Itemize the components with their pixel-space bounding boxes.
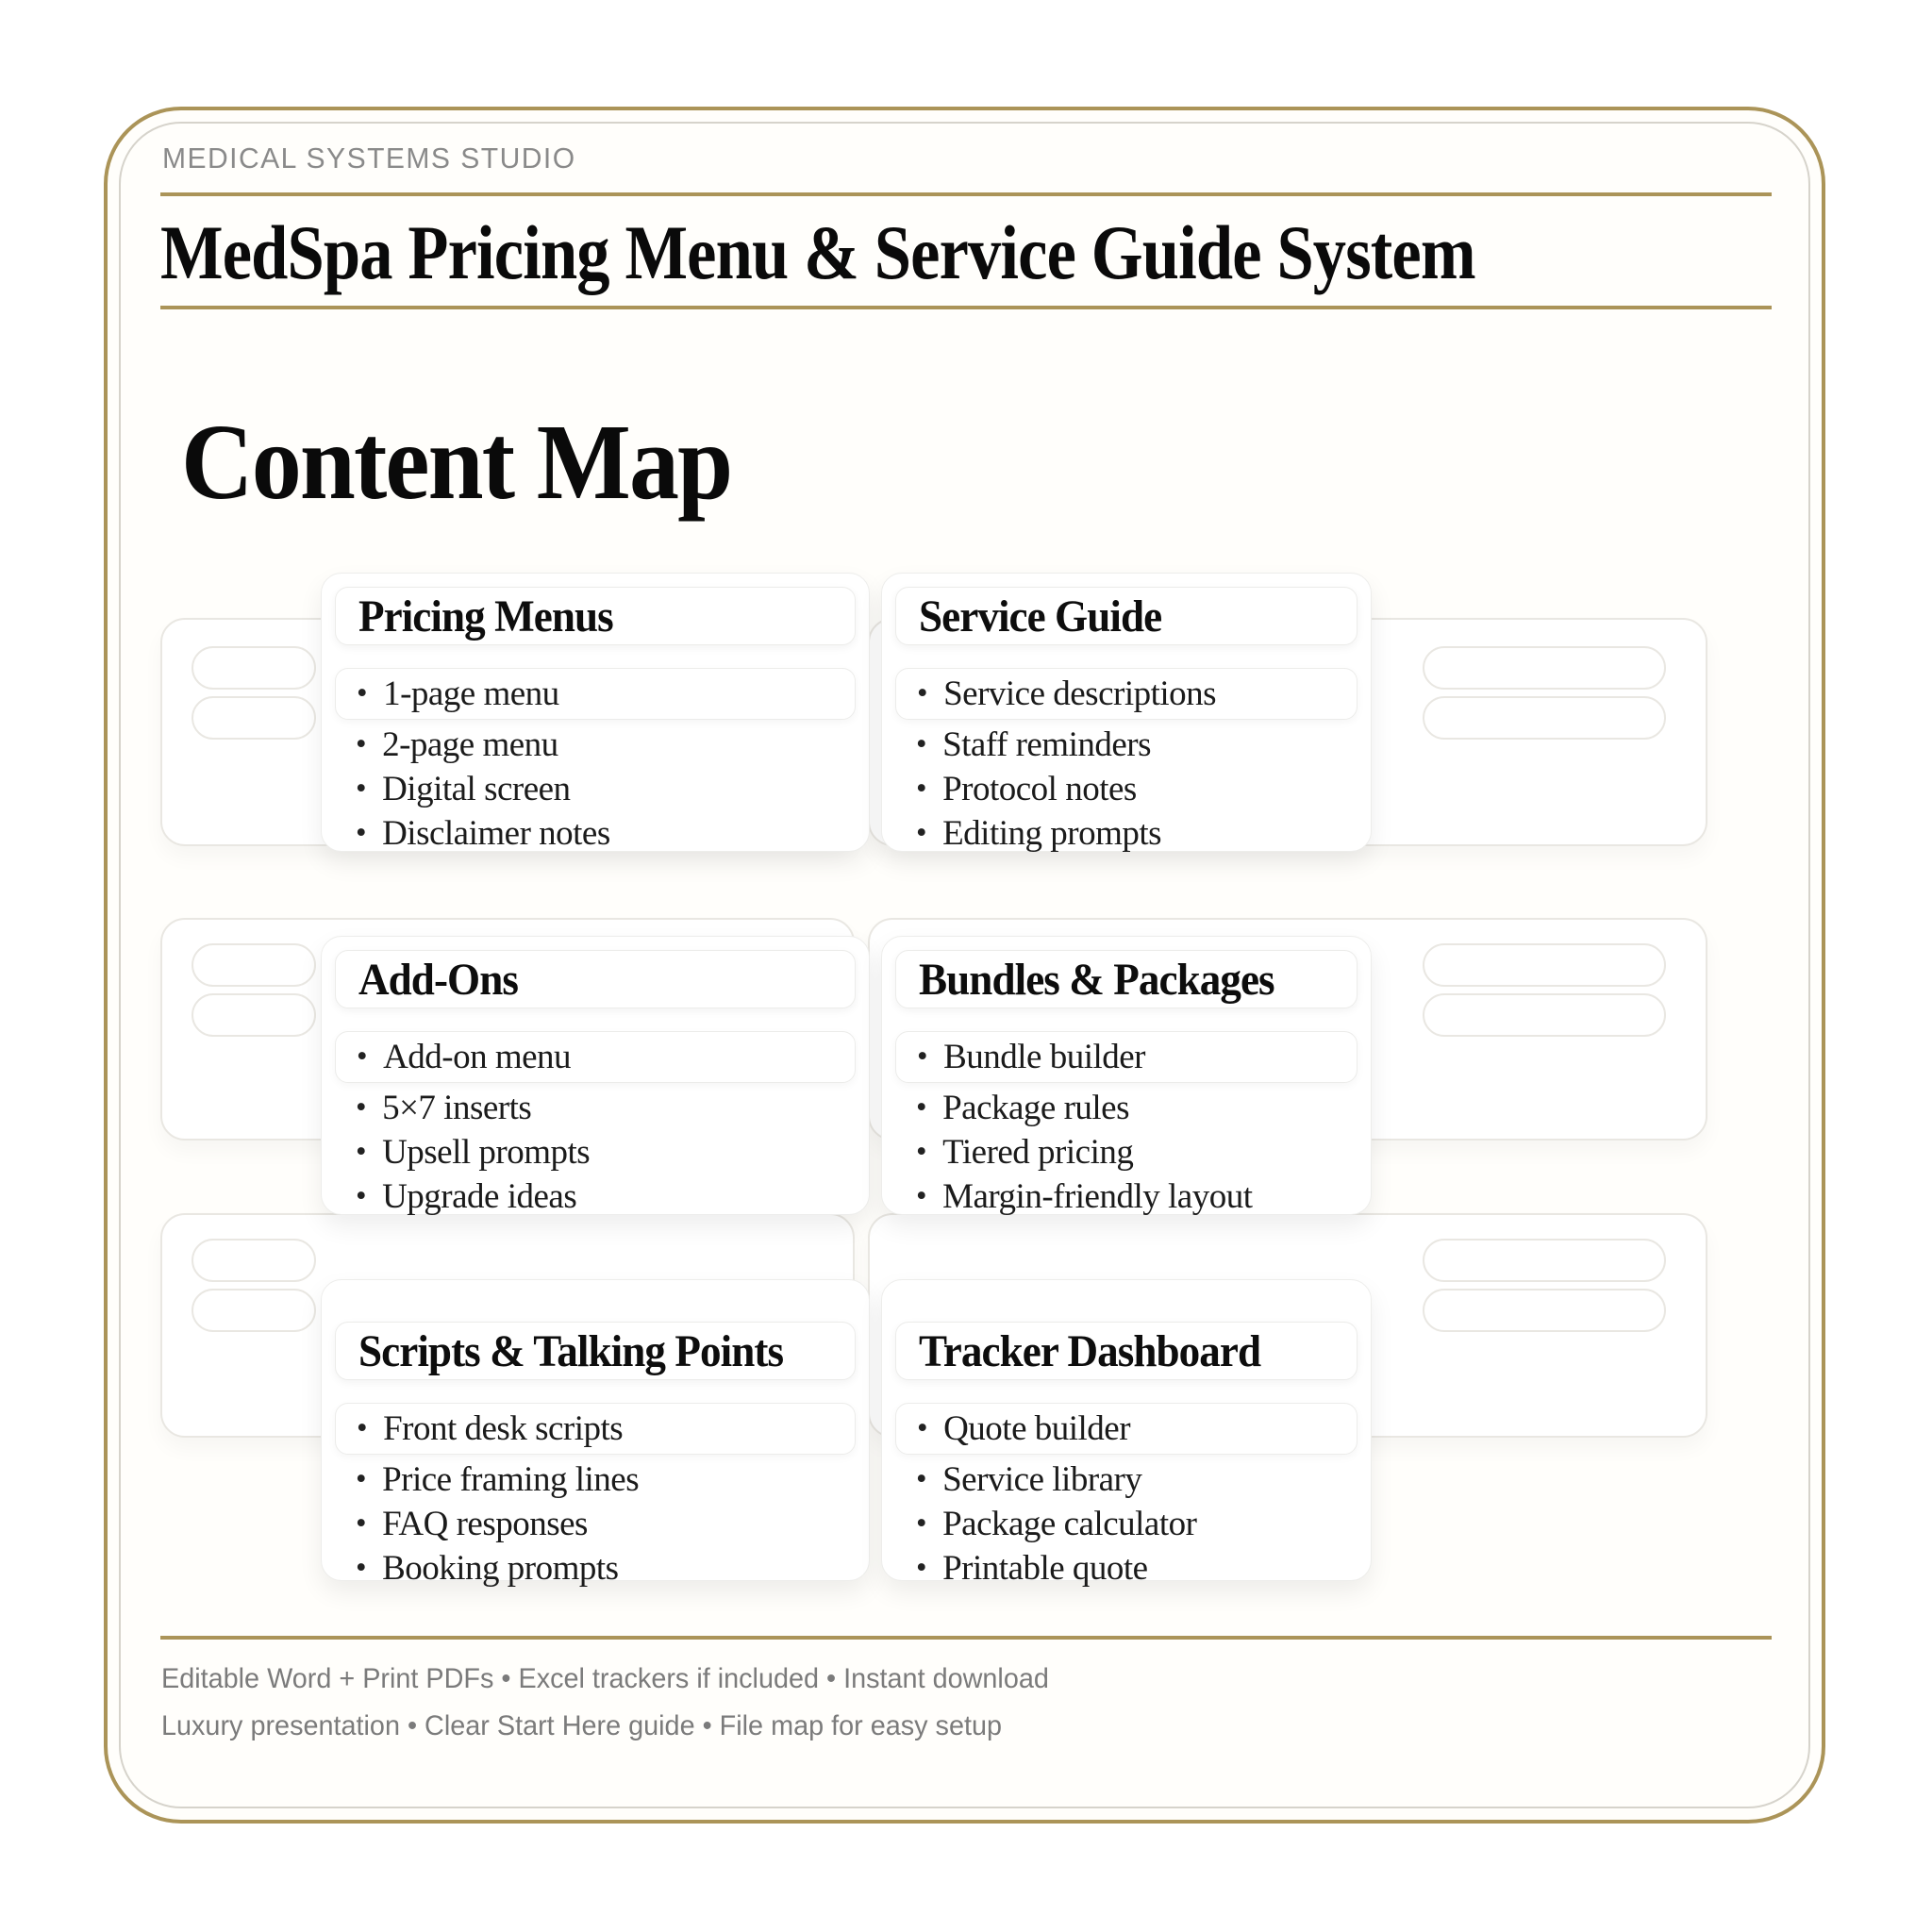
list-item (335, 1403, 856, 1455)
card-title-text: Tracker Dashboard (919, 1325, 1261, 1376)
list-item-text: Quote builder (943, 1409, 1131, 1448)
card-bundles-packages (881, 936, 1372, 1215)
list-item (335, 811, 856, 856)
gold-divider (160, 192, 1772, 196)
list-item-text: Tiered pricing (942, 1133, 1134, 1172)
bullet-glyph: • (917, 1040, 928, 1074)
background-pill (192, 1289, 316, 1332)
list-item (335, 668, 856, 720)
bullet-glyph: • (916, 1507, 927, 1541)
list-item-text: Add-on menu (383, 1038, 572, 1076)
page-title: Content Map (181, 402, 732, 522)
list-item (895, 811, 1357, 856)
bullet-glyph: • (356, 1135, 367, 1169)
bullet-glyph: • (916, 772, 927, 806)
background-pill (192, 1239, 316, 1282)
background-pill (192, 993, 316, 1037)
card-title-pill (895, 1322, 1357, 1380)
list-item-text: 5×7 inserts (382, 1089, 532, 1127)
list-item (335, 1174, 856, 1219)
card-title-pill (895, 950, 1357, 1008)
bullet-glyph: • (356, 1507, 367, 1541)
background-pill (192, 943, 316, 987)
bullet-glyph: • (356, 727, 367, 761)
list-item-text: Upgrade ideas (382, 1177, 577, 1216)
card-add-ons (321, 936, 870, 1215)
bullet-glyph: • (356, 1551, 367, 1585)
brand-eyebrow: MEDICAL SYSTEMS STUDIO (162, 142, 576, 175)
bullet-glyph: • (356, 1179, 367, 1213)
background-pill (1423, 993, 1666, 1037)
list-item (895, 1403, 1357, 1455)
list-item-text: Service library (942, 1460, 1142, 1499)
bullet-glyph: • (356, 816, 367, 850)
list-item-text: Package calculator (942, 1505, 1197, 1543)
list-item-text: Protocol notes (942, 770, 1137, 808)
card-pricing-menus (321, 573, 870, 852)
bullet-glyph: • (916, 727, 927, 761)
list-item-text: Front desk scripts (383, 1409, 624, 1448)
list-item (335, 767, 856, 811)
list-item-text: FAQ responses (382, 1505, 588, 1543)
list-item (895, 767, 1357, 811)
bullet-glyph: • (916, 1179, 927, 1213)
card-item-list (335, 1403, 856, 1591)
list-item (335, 1031, 856, 1083)
gold-divider (160, 306, 1772, 309)
list-item-text: 1-page menu (383, 675, 559, 713)
list-item (335, 1130, 856, 1174)
gold-divider (160, 1636, 1772, 1640)
list-item-text: Price framing lines (382, 1460, 640, 1499)
card-title-pill (335, 950, 856, 1008)
background-pill (192, 646, 316, 690)
card-item-list (895, 1031, 1357, 1219)
bullet-glyph: • (916, 1462, 927, 1496)
card-tracker-dashboard (881, 1279, 1372, 1588)
bullet-glyph: • (356, 772, 367, 806)
card-title-text: Pricing Menus (358, 591, 613, 641)
list-item (895, 1174, 1357, 1219)
background-pill (1423, 943, 1666, 987)
list-item (895, 723, 1357, 767)
list-item-text: Staff reminders (942, 725, 1152, 764)
card-item-list (895, 668, 1357, 856)
footer-features-line-2: Luxury presentation • Clear Start Here guide • File map for easy setup (161, 1710, 1002, 1741)
list-item (335, 1086, 856, 1130)
list-item-text: Service descriptions (943, 675, 1217, 713)
bullet-glyph: • (916, 1551, 927, 1585)
bullet-glyph: • (917, 1411, 928, 1445)
card-service-guide (881, 573, 1372, 852)
card-title-text: Bundles & Packages (919, 954, 1274, 1005)
card-item-list (335, 668, 856, 856)
list-item (895, 1546, 1357, 1591)
list-item (335, 1457, 856, 1502)
list-item (895, 1031, 1357, 1083)
list-item (335, 723, 856, 767)
footer-features-line-1: Editable Word + Print PDFs • Excel trackers if included • Instant download (161, 1663, 1049, 1694)
list-item (895, 1502, 1357, 1546)
list-item-text: 2-page menu (382, 725, 558, 764)
list-item (335, 1546, 856, 1591)
card-item-list (895, 1403, 1357, 1591)
background-pill (1423, 1289, 1666, 1332)
list-item (335, 1502, 856, 1546)
list-item-text: Disclaimer notes (382, 814, 610, 853)
bullet-glyph: • (356, 1091, 367, 1124)
background-pill (1423, 646, 1666, 690)
bullet-glyph: • (917, 676, 928, 710)
list-item (895, 1130, 1357, 1174)
card-item-list (335, 1031, 856, 1219)
card-title-text: Add-Ons (358, 954, 518, 1005)
card-title-pill (895, 587, 1357, 645)
card-title-pill (335, 1322, 856, 1380)
list-item (895, 1086, 1357, 1130)
product-title: MedSpa Pricing Menu & Service Guide System (160, 209, 1475, 295)
background-pill (192, 696, 316, 740)
list-item (895, 668, 1357, 720)
list-item-text: Upsell prompts (382, 1133, 591, 1172)
list-item-text: Package rules (942, 1089, 1130, 1127)
card-title-text: Service Guide (919, 591, 1162, 641)
card-scripts-talking-points (321, 1279, 870, 1588)
list-item-text: Editing prompts (942, 814, 1162, 853)
list-item (895, 1457, 1357, 1502)
bullet-glyph: • (356, 1462, 367, 1496)
background-pill (1423, 696, 1666, 740)
bullet-glyph: • (357, 1040, 368, 1074)
list-item-text: Bundle builder (943, 1038, 1145, 1076)
bullet-glyph: • (357, 1411, 368, 1445)
bullet-glyph: • (357, 676, 368, 710)
list-item-text: Booking prompts (382, 1549, 619, 1588)
card-title-pill (335, 587, 856, 645)
bullet-glyph: • (916, 1135, 927, 1169)
list-item-text: Margin-friendly layout (942, 1177, 1253, 1216)
list-item-text: Printable quote (942, 1549, 1148, 1588)
card-title-text: Scripts & Talking Points (358, 1325, 784, 1376)
background-pill (1423, 1239, 1666, 1282)
bullet-glyph: • (916, 1091, 927, 1124)
list-item-text: Digital screen (382, 770, 571, 808)
bullet-glyph: • (916, 816, 927, 850)
